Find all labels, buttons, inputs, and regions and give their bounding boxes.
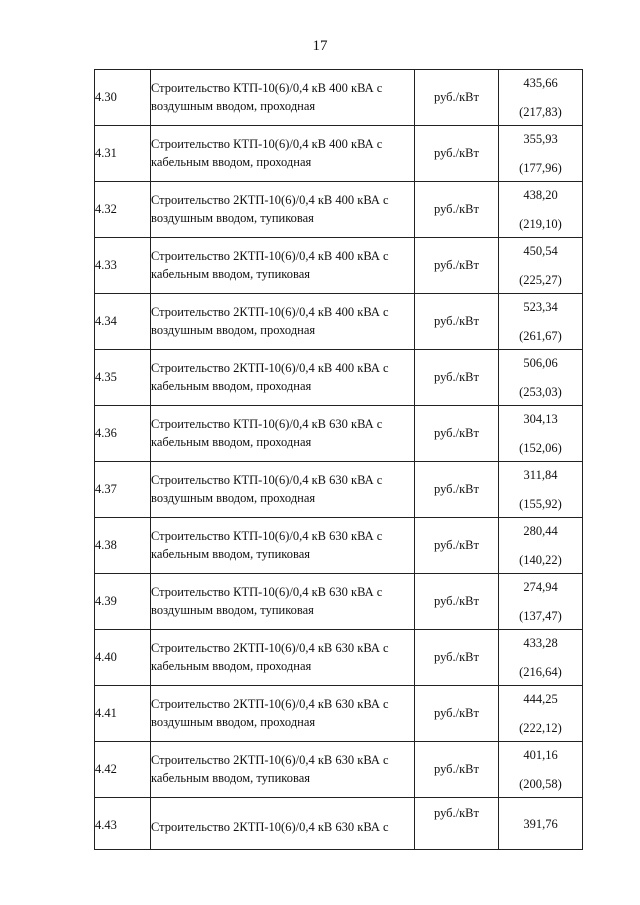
table-row bbox=[95, 182, 583, 238]
item-description bbox=[151, 574, 415, 630]
description-line: Строительство 2КТП-10(6)/0,4 кВ 400 кВА с bbox=[151, 305, 389, 319]
rate-cell bbox=[499, 182, 583, 238]
item-number: 4.30 bbox=[95, 70, 151, 126]
unit-of-measure: руб./кВт bbox=[415, 798, 499, 850]
rate-value-bracketed: (140,22) bbox=[519, 553, 562, 567]
rate-cell bbox=[499, 70, 583, 126]
rate-value-bracketed: (152,06) bbox=[519, 441, 562, 455]
page-number: 17 bbox=[312, 38, 328, 54]
item-number: 4.31 bbox=[95, 126, 151, 182]
description-line: кабельным вводом, тупиковая bbox=[151, 546, 311, 561]
table-row bbox=[95, 686, 583, 742]
rate-cell bbox=[499, 742, 583, 798]
item-description bbox=[151, 742, 415, 798]
rate-cell bbox=[499, 574, 583, 630]
rate-value: 391,76 bbox=[523, 816, 558, 831]
rate-value-bracketed: (222,12) bbox=[519, 721, 562, 735]
item-description bbox=[151, 182, 415, 238]
table-row bbox=[95, 294, 583, 350]
description-line: Строительство КТП-10(6)/0,4 кВ 400 кВА с bbox=[151, 137, 383, 151]
description-line: кабельным вводом, проходная bbox=[151, 154, 312, 169]
rate-value-bracketed: (216,64) bbox=[519, 665, 562, 679]
unit-of-measure: руб./кВт bbox=[415, 574, 499, 630]
table-row bbox=[95, 238, 583, 294]
item-number: 4.42 bbox=[95, 742, 151, 798]
description-line: воздушным вводом, проходная bbox=[151, 714, 316, 729]
unit-of-measure: руб./кВт bbox=[415, 126, 499, 182]
rate-cell bbox=[499, 294, 583, 350]
unit-of-measure: руб./кВт bbox=[415, 238, 499, 294]
description-line: Строительство КТП-10(6)/0,4 кВ 630 кВА с bbox=[151, 417, 383, 431]
item-description bbox=[151, 798, 415, 850]
table-row bbox=[95, 798, 583, 850]
rate-cell bbox=[499, 406, 583, 462]
description-line: воздушным вводом, тупиковая bbox=[151, 210, 314, 225]
rate-cell bbox=[499, 686, 583, 742]
rate-value-bracketed: (200,58) bbox=[519, 777, 562, 791]
unit-of-measure: руб./кВт bbox=[415, 406, 499, 462]
rate-cell bbox=[499, 238, 583, 294]
table-row bbox=[95, 350, 583, 406]
rate-value: 433,28 bbox=[523, 636, 558, 650]
rate-value-bracketed: (177,96) bbox=[519, 161, 562, 175]
rate-value-bracketed: (137,47) bbox=[519, 609, 562, 623]
item-number: 4.35 bbox=[95, 350, 151, 406]
rate-cell bbox=[499, 462, 583, 518]
rate-value: 506,06 bbox=[523, 356, 558, 370]
item-number: 4.43 bbox=[95, 798, 151, 850]
table-row bbox=[95, 462, 583, 518]
rate-value: 304,13 bbox=[523, 412, 558, 426]
description-line: Строительство КТП-10(6)/0,4 кВ 630 кВА с bbox=[151, 473, 383, 487]
description-line: воздушным вводом, проходная bbox=[151, 322, 316, 337]
item-number: 4.34 bbox=[95, 294, 151, 350]
description-line: кабельным вводом, проходная bbox=[151, 658, 312, 673]
rate-cell bbox=[499, 630, 583, 686]
item-description bbox=[151, 350, 415, 406]
rate-value-bracketed: (261,67) bbox=[519, 329, 562, 343]
item-number: 4.41 bbox=[95, 686, 151, 742]
tariff-table-body bbox=[95, 70, 583, 850]
unit-of-measure: руб./кВт bbox=[415, 518, 499, 574]
description-line: Строительство 2КТП-10(6)/0,4 кВ 400 кВА с bbox=[151, 249, 389, 263]
description-line: кабельным вводом, проходная bbox=[151, 434, 312, 449]
description-line: кабельным вводом, тупиковая bbox=[151, 266, 311, 281]
description-line: Строительство 2КТП-10(6)/0,4 кВ 630 кВА с bbox=[151, 753, 389, 767]
unit-of-measure: руб./кВт bbox=[415, 70, 499, 126]
table-row bbox=[95, 630, 583, 686]
unit-of-measure: руб./кВт bbox=[415, 686, 499, 742]
item-number: 4.40 bbox=[95, 630, 151, 686]
item-number: 4.38 bbox=[95, 518, 151, 574]
rate-cell bbox=[499, 126, 583, 182]
unit-of-measure: руб./кВт bbox=[415, 630, 499, 686]
rate-value: 280,44 bbox=[523, 524, 558, 538]
description-line: Строительство 2КТП-10(6)/0,4 кВ 630 кВА с bbox=[151, 697, 389, 711]
item-number: 4.36 bbox=[95, 406, 151, 462]
rate-cell bbox=[499, 798, 583, 850]
rate-value: 444,25 bbox=[523, 692, 558, 706]
item-description bbox=[151, 406, 415, 462]
rate-cell bbox=[499, 350, 583, 406]
item-number: 4.39 bbox=[95, 574, 151, 630]
description-line: кабельным вводом, тупиковая bbox=[151, 770, 311, 785]
description-line: Строительство 2КТП-10(6)/0,4 кВ 400 кВА с bbox=[151, 193, 389, 207]
description-line: воздушным вводом, проходная bbox=[151, 98, 316, 113]
description-line: кабельным вводом, проходная bbox=[151, 378, 312, 393]
rate-value: 450,54 bbox=[523, 244, 558, 258]
table-row bbox=[95, 406, 583, 462]
item-number: 4.37 bbox=[95, 462, 151, 518]
table-row bbox=[95, 742, 583, 798]
unit-of-measure: руб./кВт bbox=[415, 294, 499, 350]
unit-of-measure: руб./кВт bbox=[415, 462, 499, 518]
table-row bbox=[95, 126, 583, 182]
table-row bbox=[95, 518, 583, 574]
rate-value-bracketed: (253,03) bbox=[519, 385, 562, 399]
rate-value: 523,34 bbox=[523, 300, 558, 314]
description-line: воздушным вводом, тупиковая bbox=[151, 602, 314, 617]
unit-of-measure: руб./кВт bbox=[415, 182, 499, 238]
unit-of-measure: руб./кВт bbox=[415, 350, 499, 406]
table-row bbox=[95, 70, 583, 126]
rate-value: 438,20 bbox=[523, 188, 558, 202]
rate-value-bracketed: (225,27) bbox=[519, 273, 562, 287]
rate-value: 311,84 bbox=[523, 468, 558, 482]
description-line: Строительство 2КТП-10(6)/0,4 кВ 630 кВА с bbox=[151, 819, 389, 834]
item-description bbox=[151, 70, 415, 126]
rate-value: 435,66 bbox=[523, 76, 558, 90]
description-line: Строительство 2КТП-10(6)/0,4 кВ 400 кВА с bbox=[151, 361, 389, 375]
description-line: воздушным вводом, проходная bbox=[151, 490, 316, 505]
item-number: 4.33 bbox=[95, 238, 151, 294]
description-line: Строительство 2КТП-10(6)/0,4 кВ 630 кВА с bbox=[151, 641, 389, 655]
item-description bbox=[151, 238, 415, 294]
description-line: Строительство КТП-10(6)/0,4 кВ 630 кВА с bbox=[151, 529, 383, 543]
item-description bbox=[151, 686, 415, 742]
item-description bbox=[151, 126, 415, 182]
item-description bbox=[151, 294, 415, 350]
rate-value-bracketed: (217,83) bbox=[519, 105, 562, 119]
tariff-table bbox=[94, 69, 583, 850]
item-number: 4.32 bbox=[95, 182, 151, 238]
unit-of-measure: руб./кВт bbox=[415, 742, 499, 798]
item-description bbox=[151, 630, 415, 686]
rate-value: 401,16 bbox=[523, 748, 558, 762]
rate-value: 274,94 bbox=[523, 580, 558, 594]
item-description bbox=[151, 518, 415, 574]
rate-value-bracketed: (219,10) bbox=[519, 217, 562, 231]
rate-cell bbox=[499, 518, 583, 574]
description-line: Строительство КТП-10(6)/0,4 кВ 630 кВА с bbox=[151, 585, 383, 599]
rate-value: 355,93 bbox=[523, 132, 558, 146]
item-description bbox=[151, 462, 415, 518]
table-row bbox=[95, 574, 583, 630]
rate-value-bracketed: (155,92) bbox=[519, 497, 562, 511]
description-line: Строительство КТП-10(6)/0,4 кВ 400 кВА с bbox=[151, 81, 383, 95]
